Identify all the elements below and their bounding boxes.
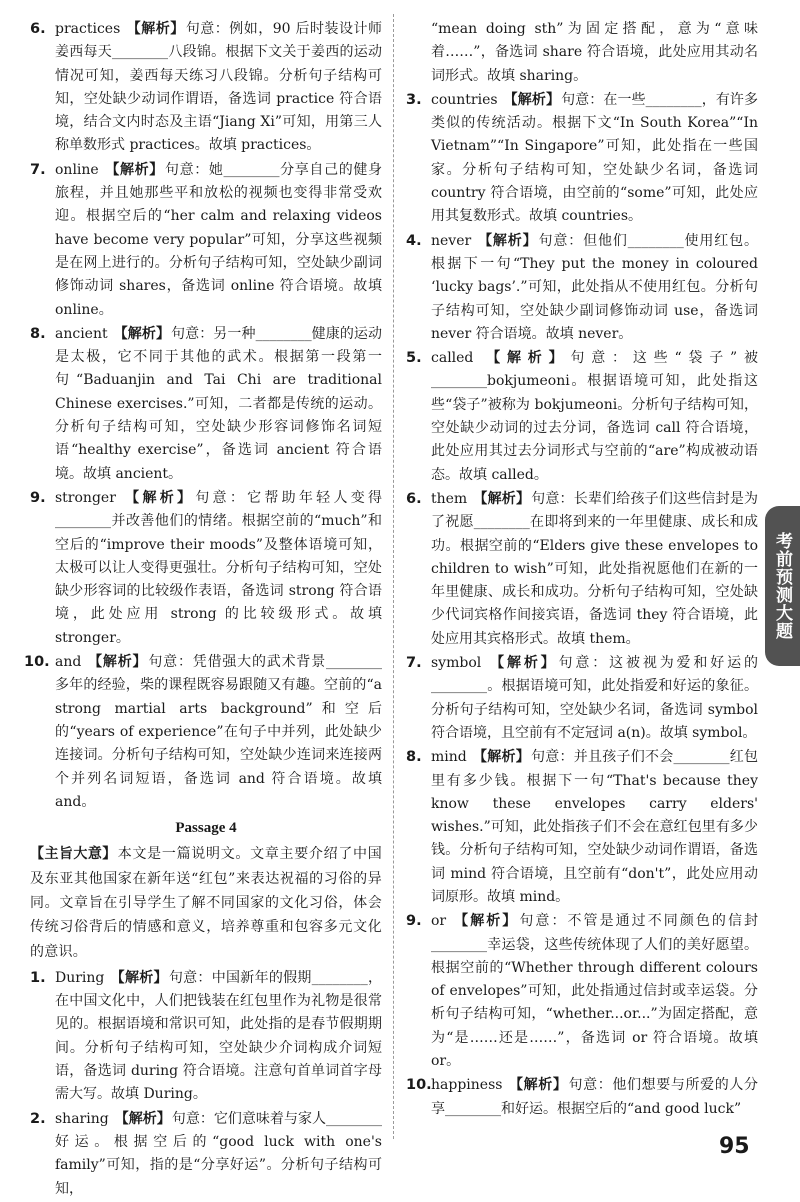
- analysis-tag: 【解析】: [113, 325, 171, 342]
- item-number: 6.: [406, 490, 422, 507]
- item-number: 1.: [30, 969, 46, 986]
- item-number: 9.: [406, 913, 422, 930]
- item-number: 10.: [24, 654, 50, 671]
- answer-item: [30, 323, 382, 486]
- item-text: 句意：她________分享自己的健身旅程，并且她那些平和放松的视频也变得非常受欢迎。根据空后的“her calm and relaxing videos have become very popular”可知，分享这些视频是在网上进行的。分析句子结构可知，空处缺少副词修饰动词 shares，备选词 online 符合语境。故填 online。: [55, 161, 383, 318]
- passage-title: Passage 4: [175, 820, 237, 837]
- analysis-tag: 【解析】: [114, 1110, 171, 1127]
- item-text: 句意：这被视为爱和好运的________。根据语境可知，此处指爱和好运的象征。分析句子结构可知，空处缺少名词，备选词 symbol 符合语境，且空前有不定冠词 a(n)。故填 symbol。: [431, 655, 758, 741]
- analysis-tag: 【解析】: [110, 969, 168, 986]
- summary-paragraph: [30, 842, 382, 963]
- analysis-tag: 【解析】: [452, 913, 519, 930]
- analysis-tag: 【解析】: [487, 655, 558, 672]
- answer-item: [406, 488, 758, 651]
- item-text: 句意：另一种________健康的运动是太极，它不同于其他的武术。根据第一段第一句“Baduanjin and Tai Chi are traditional Chinese exercises.”可知，二者都是传统的运动。分析句子结构可知，空处缺少形容词修饰名词短语“healthy exercise”，备选词 ancient 符合语境。故填 ancient。: [55, 325, 383, 482]
- item-answer: sharing: [55, 1110, 109, 1127]
- item-answer: called: [431, 350, 474, 367]
- analysis-tag: 【解析】: [472, 749, 530, 766]
- item-text: 句意：在一些________，有许多类似的传统活动。根据下文“In South Korea”“In Vietnam”“In Singapore”可知，此处指在一些国家。分析句子结构可知，空处缺少名词，备选词 country 符合语境，由空前的“some”可知，此处应用其复数形式。故填 countries。: [431, 91, 759, 225]
- page-number: 95: [719, 1134, 750, 1159]
- answer-item: [24, 651, 383, 814]
- item-text: 句意：凭借强大的武术背景________多年的经验，柴的课程既容易跟随又有趣。空前的“a strong martial arts background”和空后的“years of experience”在句子中并列，此处缺少连接词。分析句子结构可知，空处缺少连词来连接两个并列名词短语，备选词 and 符合语境。故填 and。: [55, 654, 383, 810]
- item-answer: them: [431, 490, 468, 507]
- summary-tag: 【主旨大意】: [30, 846, 117, 863]
- analysis-tag: 【解析】: [104, 161, 164, 178]
- item-answer: happiness: [431, 1077, 503, 1094]
- answer-item: [406, 652, 758, 745]
- item-text: 句意：并且孩子们不会________红包里有多少钱。根据下一句“That's because they know these envelopes carry elders' wishes.”可知，此处指孩子们不会在意红包里有多少钱。分析句子结构可知，空处缺少动词作谓语，备选词 mind 符合语境，且空前有“don't”，此处应用动词原形。故填 mind。: [431, 749, 759, 905]
- item-answer: mind: [431, 749, 467, 766]
- analysis-tag: 【解析】: [477, 232, 538, 249]
- side-tab-label: 考前预测大题: [772, 532, 792, 640]
- right-column: [406, 18, 758, 1122]
- item-number: 10.: [406, 1077, 432, 1094]
- answer-item: [406, 1074, 758, 1121]
- analysis-tag: 【解析】: [508, 1077, 568, 1094]
- item-answer: stronger: [55, 489, 116, 506]
- item-number: 2.: [30, 1110, 46, 1127]
- item-answer: During: [55, 969, 105, 986]
- answer-item: [406, 89, 758, 229]
- item-number: 7.: [30, 161, 46, 178]
- item-number: 9.: [30, 489, 46, 506]
- item-answer: countries: [431, 91, 498, 108]
- answer-item: [406, 910, 758, 1073]
- item-text: “mean doing sth”为固定搭配，意为“意味着……”，备选词 share 符合语境，此处应用其动名词形式。故填 sharing。: [431, 21, 758, 84]
- answer-item: [30, 487, 382, 650]
- item-answer: practices: [55, 21, 121, 37]
- item-text: 句意：这些“袋子”被________bokjumeoni。根据语境可知，此处指这些“袋子”被称为 bokjumeoni。分析句子结构可知，空处缺少动词的过去分词，备选词 call 符合语境，此处应用其过去分词形式与空前的“are”构成被动语态。故填 called。: [431, 350, 758, 483]
- summary-text: 本文是一篇说明文。文章主要介绍了中国及东亚其他国家在新年送“红包”来表达祝福的习俗的异同。文章旨在引导学生了解不同国家的文化习俗，体会传统习俗背后的情感和意义，培养尊重和包容多元文化的意识。: [30, 846, 383, 960]
- column-divider: [393, 14, 394, 1139]
- item-text: 句意：但他们________使用红包。根据下一句“They put the money in coloured ‘lucky bags’.”可知，此处指从不使用红包。分析句子结构可知，空处缺少副词修饰动词 use，备选词 never 符合语境。故填 never。: [431, 232, 759, 342]
- item-text: 句意：它帮助年轻人变得________并改善他们的情绪。根据空前的“much”和空后的“improve their moods”及整体语境可知，太极可以让人变得更强壮。分析句子结构可知，空处缺少形容词的比较级作表语，备选词 strong 符合语境，此处应用 strong 的比较级形式。故填 stronger。: [55, 489, 383, 646]
- analysis-tag: 【解析】: [126, 21, 185, 37]
- item-answer: never: [431, 232, 472, 249]
- analysis-tag: 【解析】: [473, 490, 531, 507]
- item-answer: online: [55, 161, 99, 178]
- answer-item: [406, 230, 758, 346]
- item-number: 4.: [406, 232, 422, 249]
- item-number: 3.: [406, 91, 422, 108]
- item-number: 6.: [30, 21, 46, 37]
- answer-item: [30, 18, 382, 158]
- analysis-tag: 【解析】: [479, 350, 570, 367]
- answer-item: [406, 347, 758, 487]
- item-text: 句意：例如，90 后时装设计师姜西每天________八段锦。根据下文关于姜西的运动情况可知，姜西每天练习八段锦。分析句子结构可知，空处缺少动词作谓语，备选词 practice 符合语境，结合文内时态及主语“Jiang Xi”可知，用第三人称单数形式 practices。故填 practices。: [55, 21, 383, 154]
- continued-text: [406, 18, 758, 88]
- item-answer: symbol: [431, 655, 482, 672]
- item-text: 句意：不管是通过不同颜色的信封________幸运袋，这些传统体现了人们的美好愿望。根据空前的“Whether through different colours of envelopes”可知，此处指通过信封或幸运袋。分析句子结构可知，“whether...or...”为固定搭配，意为“是……还是……”，备选词 or 符合语境。故填 or。: [431, 913, 759, 1070]
- left-column: [24, 18, 383, 1202]
- item-text: 句意：它们意味着与家人________好运。根据空后的“good luck with one's family”可知，指的是“分享好运”。分析句子结构可知，: [55, 1110, 383, 1197]
- item-text: 句意：他们想要与所爱的人分享________和好运。根据空后的“and good luck”: [431, 1077, 759, 1117]
- item-text: 句意：中国新年的假期________，在中国文化中，人们把钱装在红包里作为礼物是很常见的。根据语境和常识可知，此处指的是春节假期期间。分析句子结构可知，空处缺少介词构成介词短语，备选词 during 符合语境。注意句首单词首字母需大写。故填 During。: [55, 969, 383, 1103]
- answer-item: [406, 746, 758, 909]
- analysis-tag: 【解析】: [503, 91, 561, 108]
- section-side-tab: [765, 506, 800, 666]
- analysis-tag: 【解析】: [121, 489, 195, 506]
- answer-item: [30, 1108, 382, 1201]
- item-number: 8.: [30, 325, 46, 342]
- item-answer: or: [431, 913, 447, 930]
- item-answer: and: [55, 654, 82, 671]
- item-number: 7.: [406, 655, 422, 672]
- item-answer: ancient: [55, 325, 108, 342]
- item-text: 句意：长辈们给孩子们这些信封是为了祝愿________在即将到来的一年里健康、成长和成功。根据空前的“Elders give these envelopes to children to wish”可知，此处指祝愿他们在新的一年里健康、成长和成功。分析句子结构可知，空处缺少代词宾格作间接宾语，备选词 they 符合语境，此处应用其宾格形式。故填 them。: [431, 490, 759, 647]
- item-number: 8.: [406, 749, 422, 766]
- item-number: 5.: [406, 350, 422, 367]
- answer-item: [30, 967, 382, 1107]
- analysis-tag: 【解析】: [87, 654, 148, 671]
- answer-item: [30, 159, 382, 322]
